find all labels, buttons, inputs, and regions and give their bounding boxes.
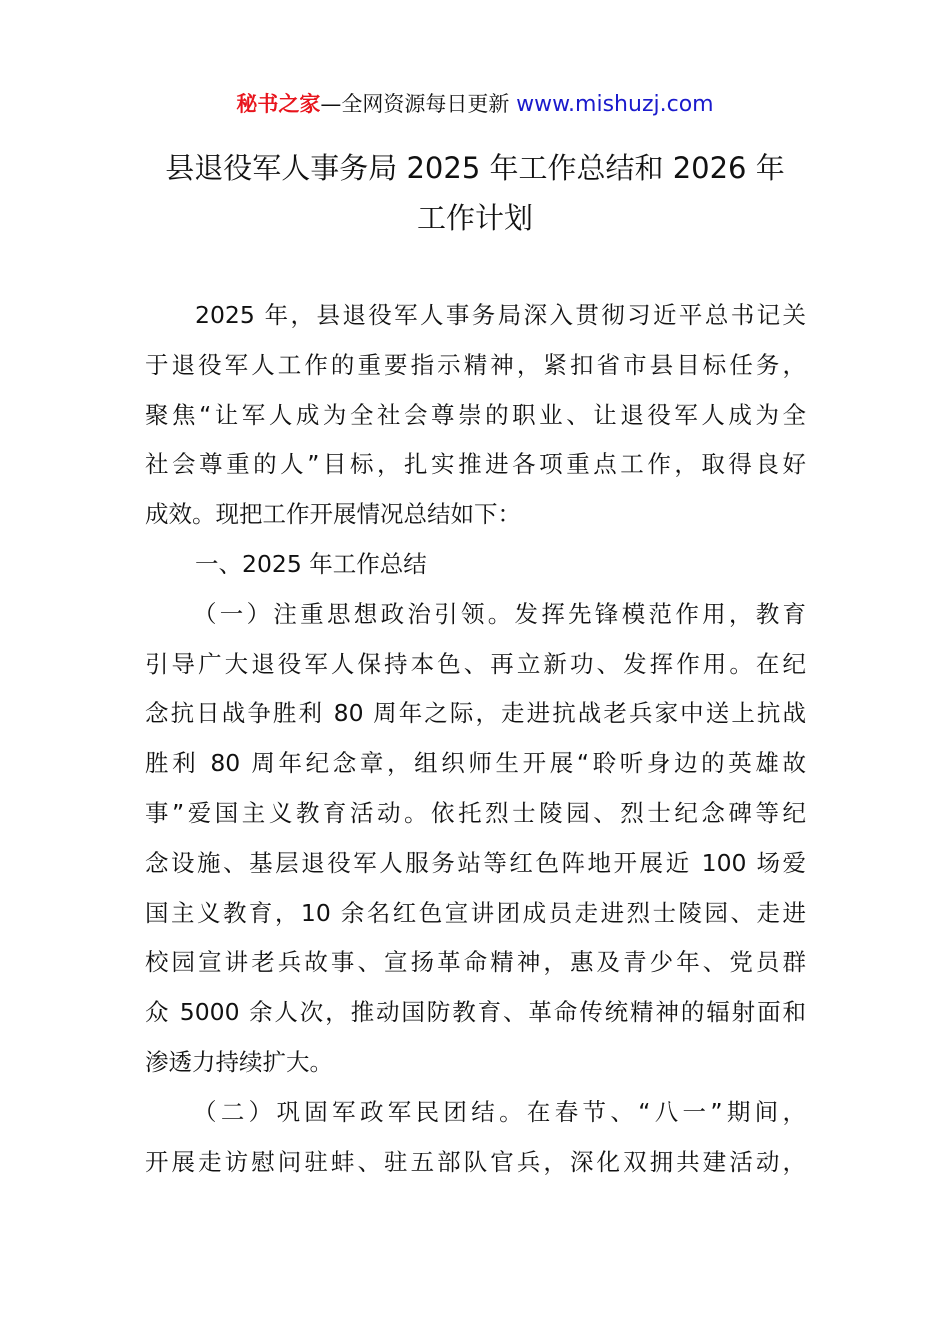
paragraph-line: 渗透力持续扩大。 xyxy=(145,1047,333,1076)
paragraph-line: 引导广大退役军人保持本色、再立新功、发挥作用。在纪 xyxy=(145,649,806,678)
brand-name: 秘书之家 xyxy=(236,92,321,116)
site-banner xyxy=(0,88,950,121)
document-title-line-1: 县退役军人事务局 2025 年工作总结和 2026 年 xyxy=(165,151,785,185)
section-heading: 一、2025 年工作总结 xyxy=(195,549,427,578)
paragraph-line: 2025 年，县退役军人事务局深入贯彻习近平总书记关 xyxy=(195,301,806,329)
document-body xyxy=(145,291,806,1187)
paragraph-line: 校园宣讲老兵故事、宣扬革命精神，惠及青少年、党员群 xyxy=(145,948,806,977)
paragraph-line: 开展走访慰问驻蚌、驻五部队官兵，深化双拥共建活动， xyxy=(145,1147,806,1176)
paragraph-line: （二）巩固军政军民团结。在春节、“八一”期间， xyxy=(193,1097,806,1126)
paragraph-line: 众 5000 余人次，推动国防教育、革命传统精神的辐射面和 xyxy=(145,998,806,1027)
document-title-line-2: 工作计划 xyxy=(416,201,533,235)
paragraph-line: 念抗日战争胜利 80 周年之际，走进抗战老兵家中送上抗战 xyxy=(145,699,806,728)
paragraph-line: 聚焦“让军人成为全社会尊崇的职业、让退役军人成为全 xyxy=(145,400,806,429)
paragraph-line: （一）注重思想政治引领。发挥先锋模范作用，教育 xyxy=(193,599,806,628)
paragraph-line: 胜利 80 周年纪念章，组织师生开展“聆听身边的英雄故 xyxy=(145,749,806,778)
site-url-link[interactable]: www.mishuzj.com xyxy=(516,92,714,117)
paragraph-line: 于退役军人工作的重要指示精神，紧扣省市县目标任务， xyxy=(145,350,806,379)
paragraph-line: 事”爱国主义教育活动。依托烈士陵园、烈士纪念碑等纪 xyxy=(145,798,806,827)
paragraph-line: 国主义教育，10 余名红色宣讲团成员走进烈士陵园、走进 xyxy=(145,898,806,927)
banner-tagline: —全网资源每日更新 xyxy=(320,92,517,116)
paragraph-line: 成效。现把工作开展情况总结如下： xyxy=(145,500,521,529)
paragraph-line: 社会尊重的人”目标，扎实推进各项重点工作，取得良好 xyxy=(145,450,806,479)
paragraph-line: 念设施、基层退役军人服务站等红色阵地开展近 100 场爱 xyxy=(145,848,806,877)
